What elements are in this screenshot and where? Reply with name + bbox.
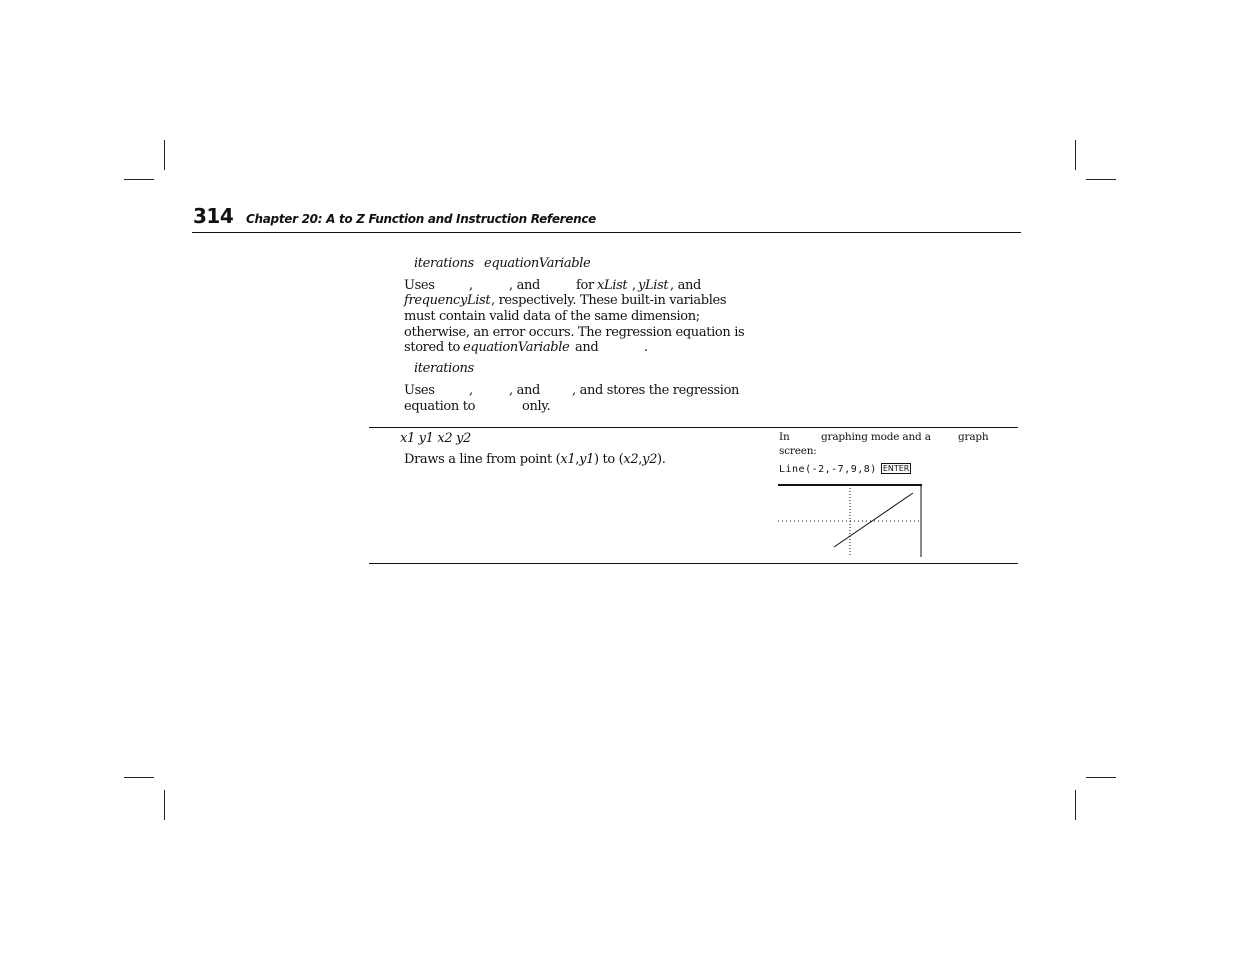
paragraph-text: must contain valid data of the same dimension; xyxy=(404,309,700,324)
paragraph-text: , and xyxy=(509,278,540,293)
crop-mark xyxy=(164,140,165,170)
paragraph-text: equation to xyxy=(404,399,476,414)
paragraph-text: Uses xyxy=(404,278,435,293)
plotted-line xyxy=(834,493,913,547)
paragraph-text: xList xyxy=(597,278,628,293)
paragraph-text: . xyxy=(644,340,648,355)
paragraph-text: , and xyxy=(509,383,540,398)
crop-mark xyxy=(164,790,165,820)
paragraph-text: and xyxy=(575,340,599,355)
header-rule xyxy=(192,232,1021,233)
example-text: graph xyxy=(958,431,989,443)
line-description: Draws a line from point (x1,y1) to (x2,y2). xyxy=(404,452,666,467)
example-text: graphing mode and a xyxy=(821,431,931,443)
example-command: Line(-2,-7,9,8) ENTER xyxy=(779,464,910,475)
paragraph-text: , xyxy=(632,278,636,293)
paragraph-text: equationVariable xyxy=(463,340,570,355)
paragraph-text: frequencyList xyxy=(404,293,491,308)
crop-mark xyxy=(124,179,154,180)
example-text: In xyxy=(779,431,790,443)
example-text: screen: xyxy=(779,445,817,457)
paragraph-text: , respectively. These built-in variables xyxy=(491,293,727,308)
crop-mark xyxy=(124,777,154,778)
signature-iterations: iterations xyxy=(414,256,474,271)
chapter-title: Chapter 20: A to Z Function and Instruction Reference xyxy=(246,212,597,226)
crop-mark xyxy=(1075,140,1076,170)
crop-mark xyxy=(1086,777,1116,778)
section-rule xyxy=(369,427,1018,428)
paragraph-text: only. xyxy=(522,399,551,414)
paragraph-text: , xyxy=(469,383,473,398)
graph-screen xyxy=(778,484,924,559)
crop-mark xyxy=(1086,179,1116,180)
line-signature: x1 y1 x2 y2 xyxy=(400,431,471,446)
section-rule xyxy=(369,563,1018,564)
paragraph-text: for xyxy=(576,278,594,293)
enter-key-icon: ENTER xyxy=(882,464,910,473)
paragraph-text: yList xyxy=(638,278,669,293)
signature-iterations: iterations xyxy=(414,361,474,376)
paragraph-text: , and stores the regression xyxy=(572,383,740,398)
signature-equation-variable: equationVariable xyxy=(484,256,591,271)
paragraph-text: Uses xyxy=(404,383,435,398)
crop-mark xyxy=(1075,790,1076,820)
paragraph-text: otherwise, an error occurs. The regression equation is xyxy=(404,325,745,340)
paragraph-text: , xyxy=(469,278,473,293)
page-number: 314 xyxy=(193,204,234,228)
paragraph-text: stored to xyxy=(404,340,460,355)
paragraph-text: , and xyxy=(670,278,701,293)
